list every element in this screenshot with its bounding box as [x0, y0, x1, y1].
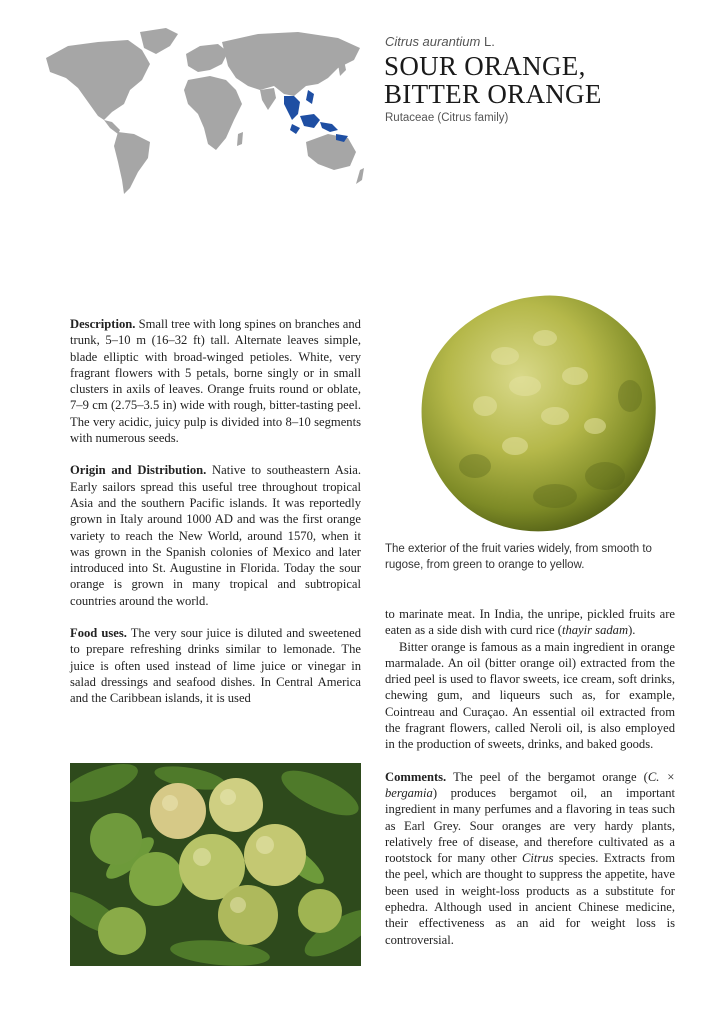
page-title	[384, 52, 704, 108]
food-uses-continued-end: ).	[628, 623, 636, 638]
fruit-photo	[405, 286, 675, 536]
tree-photo	[70, 763, 361, 966]
bitter-orange-paragraph: Bitter orange is famous as a main ingredient in orange marmalade. An oil (bitter orange oil) extracted from the dried peel is used to flavor sweets, ice cream, soft drinks, chewing gum, and liqueurs such as, for example, Cointreau and Curaçao. An essential oil extracted from the fragrant flowers, called Neroli oil, is also employed in the production of sweets, drinks, and baked goods.	[385, 639, 675, 752]
scientific-name	[385, 34, 495, 49]
food-uses-text: The very sour juice is diluted and sweetened to prepare refreshing drinks similar to lemonade. The juice is often used instead of lime juice or vinegar in salad dressings and seafood dishes. In Central America and the Caribbean islands, it is used	[70, 626, 362, 706]
origin-paragraph	[70, 462, 361, 609]
origin-text: Native to southeastern Asia. Early sailors spread this useful tree throughout tropical Asia and the southern Pacific islands. It was reportedly grown in Italy around 1000 AD and was the first orange variety to reach the New World, around 1570, when it was grown in the Spanish colonies of Mexico and later introduced into St. Augustine in Florida. Today the sour orange is grown in many tropical and subtropical countries around the world.	[70, 463, 361, 608]
food-uses-continued-text: to marinate meat. In India, the unripe, pickled fruits are eaten as a side dish with curd rice (	[385, 607, 675, 638]
comments-text-1: The peel of the bergamot orange (	[453, 769, 648, 784]
food-uses-heading: Food uses.	[70, 626, 127, 641]
food-uses-continued	[385, 606, 675, 639]
description-paragraph	[70, 316, 361, 446]
world-map	[38, 24, 368, 196]
comments-species-bergamia: C. × bergamia	[385, 769, 675, 800]
scientific-name-author: L.	[484, 34, 495, 49]
tree-photo-image	[70, 763, 361, 966]
comments-text-2: ) produces bergamot oil, an important ingredient in many perfumes and a flavoring in teas such as Earl Grey. Sour oranges are very hardy plants, relatively free of disease, and therefore cultivated as a rootstock for many other	[385, 785, 675, 866]
right-text-column	[385, 606, 675, 948]
food-uses-dish-name: thayir sadam	[561, 623, 629, 638]
title-line-2: BITTER ORANGE	[384, 79, 602, 109]
comments-paragraph	[385, 769, 675, 948]
description-text: Small tree with long spines on branches and trunk, 5–10 m (16–32 ft) tall. Alternate leaves simple, blade elliptic with broad-winged petioles. White, very fragrant flowers with 5 petals, borne singly or in small clusters in axils of leaves. Orange fruits round or oblate, 7–9 cm (2.75–3.5 in) wide with rough, bitter-tasting peel. The very acidic, juicy pulp is divided into 8–10 segments with numerous seeds.	[70, 317, 361, 446]
food-uses-paragraph	[70, 625, 361, 706]
comments-genus-citrus: Citrus	[522, 851, 554, 866]
description-heading: Description.	[70, 317, 136, 331]
scientific-name-text: Citrus aurantium	[385, 34, 481, 49]
origin-heading: Origin and Distribution.	[70, 463, 207, 478]
title-line-1: SOUR ORANGE,	[384, 51, 586, 81]
plant-family: Rutaceae (Citrus family)	[385, 112, 509, 124]
comments-heading: Comments.	[385, 769, 447, 784]
left-text-column	[70, 316, 361, 707]
fruit-photo-caption: The exterior of the fruit varies widely, from smooth to rugose, from green to orange to yellow.	[385, 543, 652, 571]
comments-text-3: species. Extracts from the peel, which are thought to suppress the appetite, have been used in weight-loss products as a substitute for ephedra. Although used in ancient Chinese medicine, their effectiveness as an aid for weight loss is controversial.	[385, 851, 675, 947]
